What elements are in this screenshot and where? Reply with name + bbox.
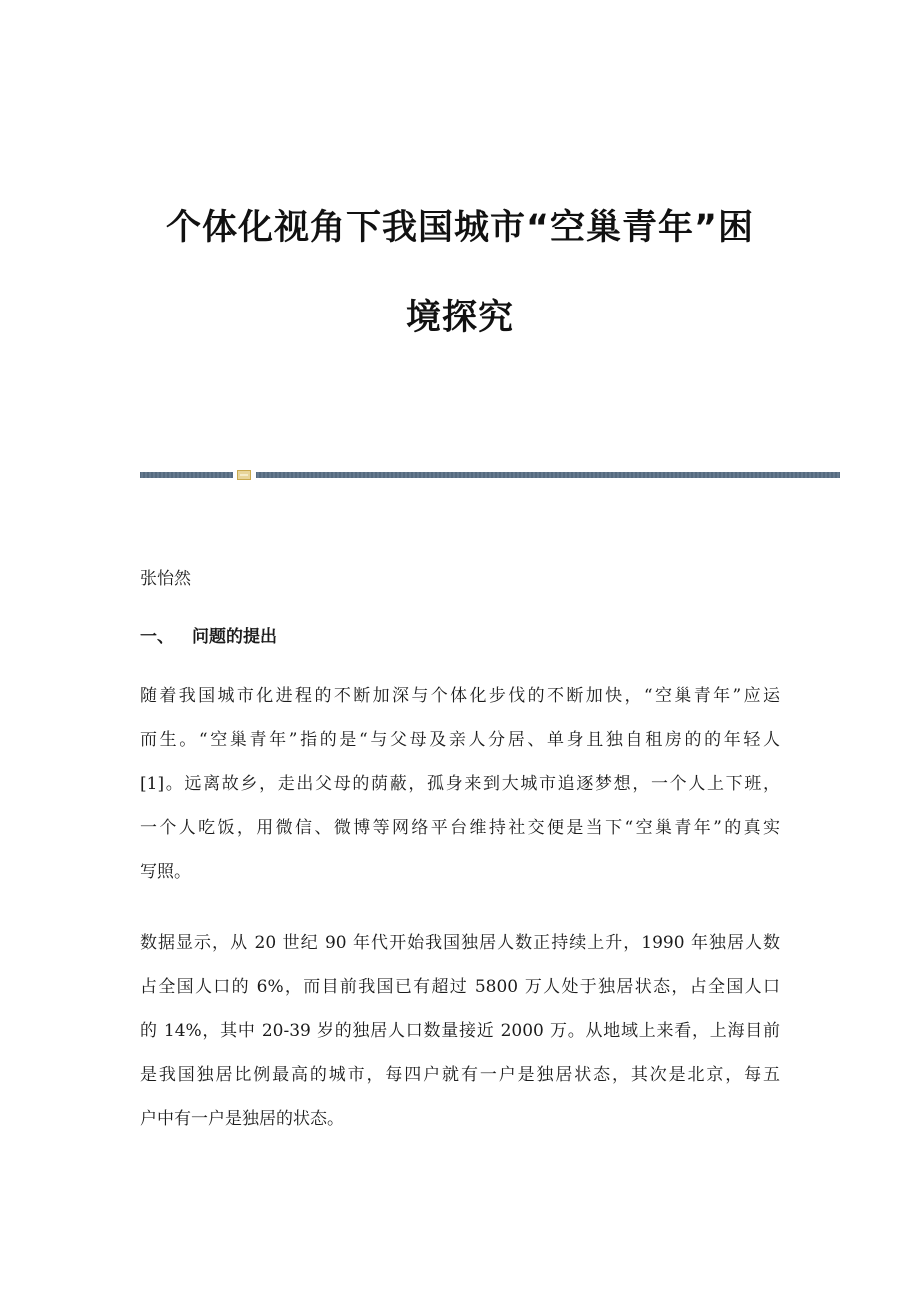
divider-bar-left [140,472,233,478]
paragraph-1 [140,685,780,905]
paragraph-line: 而生。“空巢青年”指的是“与父母及亲人分居、单身且独自租房的的年轻人 [140,730,780,750]
divider-ornament-icon [237,470,251,480]
author-name: 张怡然 [140,569,191,589]
section-heading-text: 问题的提出 [192,627,277,647]
paragraph-line: 的 14%，其中 20-39 岁的独居人口数量接近 2000 万。从地域上来看，上海目前 [140,1021,780,1041]
paragraph-line: [1]。远离故乡，走出父母的荫蔽，孤身来到大城市追逐梦想，一个人上下班， [140,774,780,794]
document-title [0,208,920,338]
paragraph-2 [140,932,780,1152]
title-divider [140,470,840,480]
divider-bar-right [256,472,840,478]
title-line-1: 个体化视角下我国城市“空巢青年”困 [165,208,754,248]
section-number: 一、 [140,627,174,647]
paragraph-line: 数据显示，从 20 世纪 90 年代开始我国独居人数正持续上升，1990 年独居人数 [140,933,780,953]
paragraph-line: 写照。 [140,862,191,882]
paragraph-line: 是我国独居比例最高的城市，每四户就有一户是独居状态，其次是北京，每五 [140,1065,780,1085]
paragraph-line: 随着我国城市化进程的不断加深与个体化步伐的不断加快，“空巢青年”应运 [140,686,780,706]
paragraph-line: 一个人吃饭，用微信、微博等网络平台维持社交便是当下“空巢青年”的真实 [140,818,780,838]
paragraph-line: 占全国人口的 6%，而目前我国已有超过 5800 万人处于独居状态，占全国人口 [140,977,780,997]
title-line-2: 境探究 [405,298,514,338]
paragraph-line: 户中有一户是独居的状态。 [140,1109,344,1129]
section-heading [140,626,277,648]
